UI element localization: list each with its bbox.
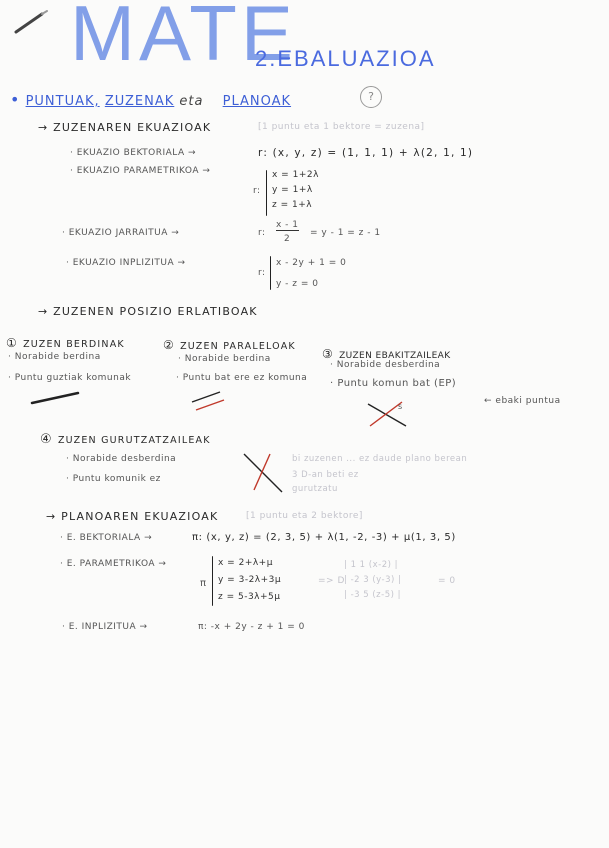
zuzena-inplizitua-brace	[270, 256, 271, 290]
pos-item-3-num: ③	[322, 347, 334, 361]
planoa-param-pi: π	[200, 578, 207, 589]
zuzena-inplizitua-line-1: x - 2y + 1 = 0	[276, 258, 347, 268]
zuzena-param-brace	[266, 170, 267, 216]
pos-item-4-title: ZUZEN GURUTZATZAILEAK	[57, 435, 211, 446]
pos-item-1-title: ZUZEN BERDINAK	[23, 339, 125, 350]
coincident-lines-icon	[30, 391, 82, 405]
pencil-doodle-icon	[14, 10, 54, 36]
planoa-det-arrow: => D	[318, 576, 345, 586]
pos-item-1-line-1: · Norabide berdina	[8, 352, 101, 362]
planoa-bektoriala-label: · E. BEKTORIALA →	[60, 533, 153, 543]
heading-eta: eta	[179, 94, 204, 109]
pos-item-2-line-2: · Puntu bat ere ez komuna	[176, 373, 308, 383]
gurutz-note-1: bi zuzenen ... ez daude plano berean	[292, 454, 468, 464]
pos-item-2-title: ZUZEN PARALELOAK	[180, 341, 296, 352]
intersect-s-label: s	[398, 402, 403, 411]
pos-item-4-line-1: · Norabide desberdina	[66, 454, 177, 464]
planoa-inplizitua-label: · E. INPLIZITUA →	[62, 622, 148, 632]
zuzena-bektoriala-label: · EKUAZIO BEKTORIALA →	[70, 148, 197, 158]
planoa-bektoriala-eq: π: (x, y, z) = (2, 3, 5) + λ(1, -2, -3) + μ(1, 3, 5)	[192, 532, 456, 543]
pos-item-3-title: ZUZEN EBAKITZAILEAK	[339, 351, 451, 361]
planoa-param-line-2: y = 3-2λ+3μ	[218, 575, 282, 585]
zuzena-inplizitua-line-2: y - z = 0	[276, 279, 319, 289]
planoa-parametrikoa-label: · E. PARAMETRIKOA →	[60, 559, 167, 569]
planoa-heading-note: [1 puntu eta 2 bektore]	[246, 511, 363, 521]
planoa-det-row-3: | -3 5 (z-5) |	[344, 590, 401, 600]
planoa-param-line-1: x = 2+λ+μ	[218, 558, 273, 568]
parallel-lines-icon	[190, 390, 226, 412]
zuzena-heading: → ZUZENAREN EKUAZIOAK	[38, 121, 212, 134]
zuzena-parametrikoa-label: · EKUAZIO PARAMETRIKOA →	[70, 166, 211, 176]
zuzena-jarraitua-num: x - 1	[276, 220, 299, 230]
bullet: •	[10, 90, 21, 109]
zuzena-bektoriala-eq: r: (x, y, z) = (1, 1, 1) + λ(2, 1, 1)	[258, 147, 474, 159]
planoa-param-brace	[212, 556, 213, 606]
posizioa-heading: → ZUZENEN POSIZIO ERLATIBOAK	[38, 305, 258, 318]
planoa-det-eq: = 0	[438, 576, 456, 586]
page-subtitle: 2.EBALUAZIOA	[255, 46, 436, 71]
pos-item-2-num: ②	[163, 338, 175, 352]
pos-item-4-line-2: · Puntu komunik ez	[66, 474, 161, 484]
pos-item-4-num: ④	[40, 432, 53, 447]
planoa-param-line-3: z = 5-3λ+5μ	[218, 592, 281, 602]
main-heading	[10, 90, 291, 109]
zuzena-jarraitua-rest: = y - 1 = z - 1	[310, 228, 381, 238]
gurutz-note-3: gurutzatu	[292, 484, 338, 494]
gurutz-note-2: 3 D-an beti ez	[292, 470, 359, 480]
heading-zuzenak: ZUZENAK	[104, 94, 175, 109]
zuzena-jarraitua-r: r:	[258, 228, 266, 238]
zuzena-param-r: r:	[253, 186, 261, 196]
pos-item-4	[40, 428, 211, 447]
planoa-det-row-2: | -2 3 (y-3) |	[344, 575, 402, 585]
intersecting-lines-icon	[366, 400, 410, 430]
zuzena-param-line-1: x = 1+2λ	[272, 170, 319, 180]
planoa-det-row-1: | 1 1 (x-2) |	[344, 560, 398, 570]
planoa-inplizitua-eq: π: -x + 2y - z + 1 = 0	[198, 622, 305, 632]
zuzena-inplizitua-r: r:	[258, 268, 266, 278]
skew-lines-icon	[240, 452, 286, 494]
pos-item-2	[163, 334, 296, 353]
pos-item-1-line-2: · Puntu guztiak komunak	[8, 373, 132, 383]
zuzena-inplizitua-label: · EKUAZIO INPLIZITUA →	[66, 258, 186, 268]
zuzena-heading-note: [1 puntu eta 1 bektore = zuzena]	[258, 122, 425, 132]
pos-item-3-line-2: · Puntu komun bat (EP)	[330, 378, 457, 389]
pos-item-1-num: ①	[6, 336, 18, 350]
page-title: MATE	[70, 0, 297, 77]
pos-item-3-note: ← ebaki puntua	[484, 396, 561, 406]
pos-item-3-line-1: · Norabide desberdina	[330, 360, 441, 370]
zuzena-jarraitua-label: · EKUAZIO JARRAITUA →	[62, 228, 180, 238]
heading-puntuak: PUNTUAK,	[25, 94, 100, 109]
zuzena-param-line-2: y = 1+λ	[272, 185, 313, 195]
pos-item-1	[6, 332, 125, 351]
zuzena-param-line-3: z = 1+λ	[272, 200, 313, 210]
planoa-heading: → PLANOAREN EKUAZIOAK	[46, 510, 219, 523]
pos-item-2-line-1: · Norabide berdina	[178, 354, 271, 364]
circled-mark: ?	[360, 86, 382, 108]
zuzena-jarraitua-den: 2	[284, 234, 291, 244]
heading-planoak: PLANOAK	[222, 94, 292, 109]
